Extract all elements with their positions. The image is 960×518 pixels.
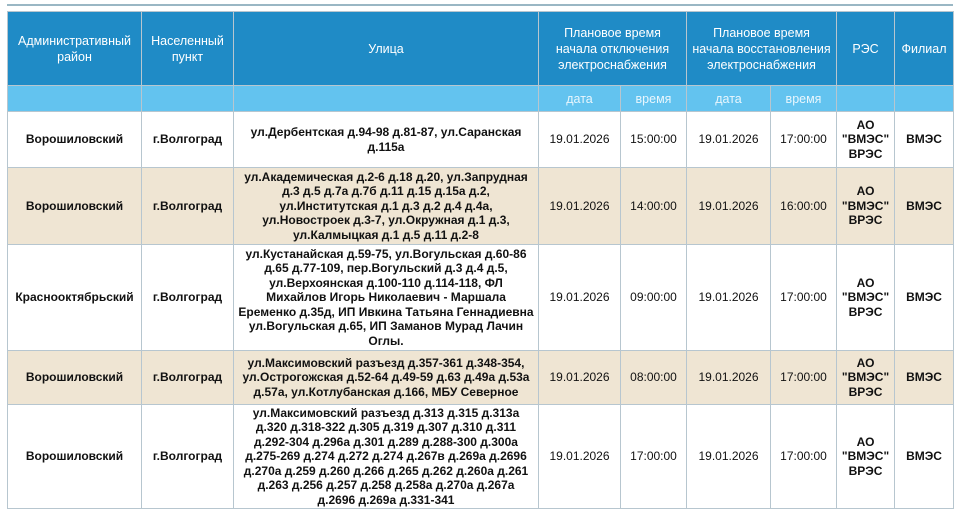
subheader-empty [142, 86, 234, 112]
col-district-header: Административный район [8, 12, 142, 86]
cell-off-date: 19.01.2026 [539, 405, 621, 509]
cell-off-time: 09:00:00 [621, 245, 687, 351]
header-row [8, 12, 954, 86]
cell-off-time: 17:00:00 [621, 405, 687, 509]
cell-on-date: 19.01.2026 [687, 245, 771, 351]
cell-on-date: 19.01.2026 [687, 405, 771, 509]
cell-locality: г.Волгоград [142, 405, 234, 509]
cell-on-time: 17:00:00 [771, 405, 837, 509]
table-row [8, 112, 954, 168]
cell-district: Ворошиловский [8, 351, 142, 405]
cell-locality: г.Волгоград [142, 112, 234, 168]
subheader-empty [234, 86, 539, 112]
table-row [8, 245, 954, 351]
cell-district: Краснооктябрьский [8, 245, 142, 351]
cell-street: ул.Максимовский разъезд д.313 д.315 д.313а д.320 д.318-322 д.305 д.319 д.307 д.310 д.311 д.292-304 д.296а д.301 д.289 д.288-300 д.300а д.275-269 д.274 д.272 д.274 д.267в д.269а д.2696 д.270а д.259 д.260 д.266 д.265 д.262 д.260а д.261 д.263 д.256 д.257 д.258 д.258а д.270а д.267а д.2696 д.269а д.331-341 [234, 405, 539, 509]
cell-branch: ВМЭС [895, 405, 954, 509]
subheader-empty [8, 86, 142, 112]
cell-on-date: 19.01.2026 [687, 168, 771, 245]
cell-street: ул.Максимовский разъезд д.357-361 д.348-354, ул.Острогожская д.52-64 д.49-59 д.63 д.49а д.53а д.57а, ул.Котлубанская д.166, МБУ Северное [234, 351, 539, 405]
outage-schedule-table [7, 11, 954, 509]
cell-branch: ВМЭС [895, 112, 954, 168]
cell-locality: г.Волгоград [142, 351, 234, 405]
cell-off-date: 19.01.2026 [539, 245, 621, 351]
cell-district: Ворошиловский [8, 405, 142, 509]
top-divider [7, 4, 953, 6]
table-row [8, 351, 954, 405]
cell-off-time: 15:00:00 [621, 112, 687, 168]
cell-street: ул.Академическая д.2-6 д.18 д.20, ул.Запрудная д.3 д.5 д.7а д.7б д.11 д.15 д.15а д.2, ул.Институтская д.1 д.3 д.2 д.4 д.4а, ул.Новостроек д.3-7, ул.Окружная д.1 д.3, ул.Калмыцкая д.1 д.5 д.11 д.2-8 [234, 168, 539, 245]
cell-on-date: 19.01.2026 [687, 351, 771, 405]
cell-off-time: 14:00:00 [621, 168, 687, 245]
cell-on-time: 17:00:00 [771, 112, 837, 168]
cell-branch: ВМЭС [895, 351, 954, 405]
cell-off-time: 08:00:00 [621, 351, 687, 405]
cell-locality: г.Волгоград [142, 168, 234, 245]
cell-branch: ВМЭС [895, 168, 954, 245]
col-res-header: РЭС [837, 12, 895, 86]
cell-res: АО "ВМЭС" ВРЭС [837, 168, 895, 245]
cell-off-date: 19.01.2026 [539, 351, 621, 405]
cell-off-date: 19.01.2026 [539, 168, 621, 245]
subheader-off-time: время [621, 86, 687, 112]
col-street-header: Улица [234, 12, 539, 86]
table-row [8, 168, 954, 245]
subheader-on-time: время [771, 86, 837, 112]
col-locality-header: Населенный пункт [142, 12, 234, 86]
cell-res: АО "ВМЭС" ВРЭС [837, 245, 895, 351]
subheader-off-date: дата [539, 86, 621, 112]
cell-off-date: 19.01.2026 [539, 112, 621, 168]
table-row [8, 405, 954, 509]
subheader-on-date: дата [687, 86, 771, 112]
cell-district: Ворошиловский [8, 168, 142, 245]
subheader-row [8, 86, 954, 112]
cell-on-time: 17:00:00 [771, 245, 837, 351]
cell-district: Ворошиловский [8, 112, 142, 168]
col-branch-header: Филиал [895, 12, 954, 86]
col-planned-off-header: Плановое время начала отключения электроснабжения [539, 12, 687, 86]
cell-branch: ВМЭС [895, 245, 954, 351]
cell-on-date: 19.01.2026 [687, 112, 771, 168]
subheader-empty [837, 86, 895, 112]
cell-res: АО "ВМЭС" ВРЭС [837, 112, 895, 168]
cell-on-time: 17:00:00 [771, 351, 837, 405]
cell-locality: г.Волгоград [142, 245, 234, 351]
cell-street: ул.Кустанайская д.59-75, ул.Вогульская д.60-86 д.65 д.77-109, пер.Вогульский д.3 д.4 д.5, ул.Верхоянская д.100-110 д.114-118, ФЛ Михайлов Игорь Николаевич - Маршала Еременко д.35д, ИП Ивкина Татьяна Геннадиевна ул.Вогульская д.65, ИП Заманов Мурад Лачин Оглы. [234, 245, 539, 351]
col-planned-on-header: Плановое время начала восстановления электроснабжения [687, 12, 837, 86]
cell-res: АО "ВМЭС" ВРЭС [837, 405, 895, 509]
subheader-empty [895, 86, 954, 112]
cell-res: АО "ВМЭС" ВРЭС [837, 351, 895, 405]
cell-street: ул.Дербентская д.94-98 д.81-87, ул.Саранская д.115а [234, 112, 539, 168]
cell-on-time: 16:00:00 [771, 168, 837, 245]
